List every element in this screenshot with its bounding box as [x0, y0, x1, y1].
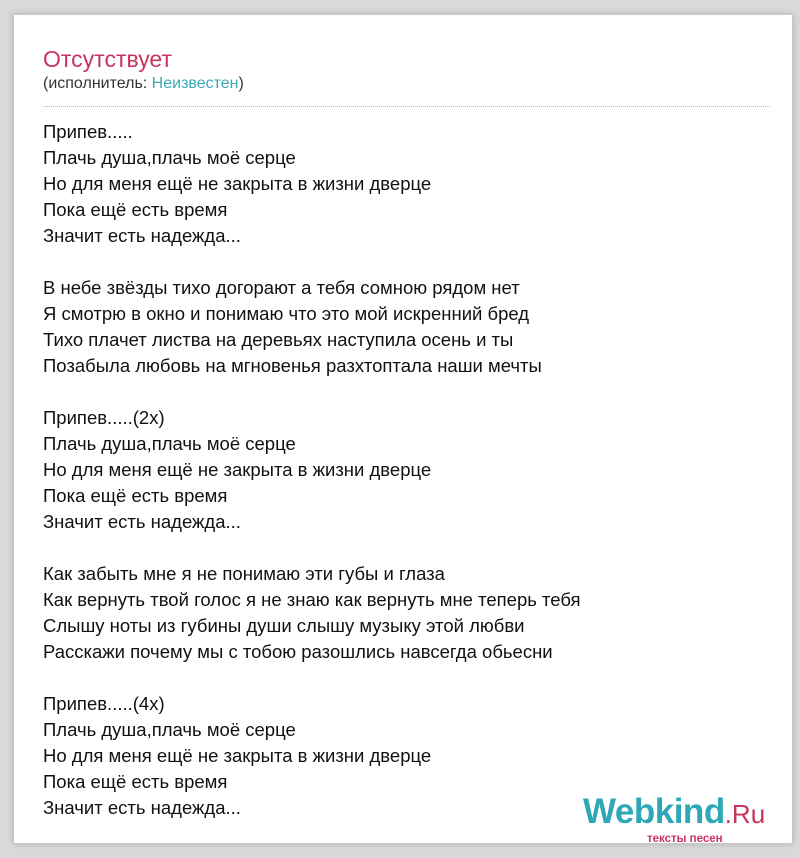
lyric-blank-line [43, 379, 783, 405]
lyric-line: Припев.....(4х) [43, 693, 165, 714]
lyric-line: Я смотрю в окно и понимаю что это мой искренний бред [43, 303, 530, 324]
lyric-line: Но для меня ещё не закрыта в жизни дверце [43, 745, 432, 766]
lyric-line: Плачь душа,плачь моё серце [43, 719, 296, 740]
lyric-line: Тихо плачет листва на деревьях наступила осень и ты [43, 329, 514, 350]
lyric-blank-line [43, 535, 783, 561]
logo-wordmark [583, 792, 765, 834]
artist-prefix: (исполнитель: [43, 75, 152, 92]
lyric-line: Но для меня ещё не закрыта в жизни дверце [43, 173, 432, 194]
webkind-logo[interactable] [583, 792, 793, 852]
lyric-line: Плачь душа,плачь моё серце [43, 147, 296, 168]
lyric-blank-line [43, 665, 783, 691]
lyric-line: Значит есть надежда... [43, 225, 241, 246]
lyric-line: Плачь душа,плачь моё серце [43, 433, 296, 454]
lyric-line: Припев..... [43, 121, 133, 142]
artist-suffix: ) [238, 75, 244, 92]
lyric-line: Расскажи почему мы с тобою разошлись навсегда обьесни [43, 641, 553, 662]
lyric-line: Слышу ноты из губины души слышу музыку этой любви [43, 615, 525, 636]
artist-link[interactable]: Неизвестен [151, 75, 239, 92]
lyric-line: Позабыла любовь на мгновенья разхтоптала наши мечты [43, 355, 542, 376]
lyrics-card [13, 14, 793, 844]
lyric-line: В небе звёзды тихо догорают а тебя сомною рядом нет [43, 277, 520, 298]
title-divider [43, 106, 770, 107]
song-title: Отсутствует [43, 46, 172, 72]
lyric-line: Пока ещё есть время [43, 199, 228, 220]
lyric-blank-line [43, 249, 783, 275]
lyric-line: Значит есть надежда... [43, 797, 241, 818]
lyric-line: Припев.....(2х) [43, 407, 165, 428]
lyric-line: Как вернуть твой голос я не знаю как вернуть мне теперь тебя [43, 589, 581, 610]
logo-main-text: Webkind [583, 792, 725, 831]
logo-tagline: тексты песен [647, 833, 723, 845]
lyric-line: Но для меня ещё не закрыта в жизни дверце [43, 459, 432, 480]
logo-suffix: .Ru [724, 799, 766, 829]
artist-line [43, 74, 244, 94]
lyric-line: Как забыть мне я не понимаю эти губы и глаза [43, 563, 445, 584]
lyrics-text [43, 119, 783, 821]
lyric-line: Пока ещё есть время [43, 485, 228, 506]
lyric-line: Значит есть надежда... [43, 511, 241, 532]
lyric-line: Пока ещё есть время [43, 771, 228, 792]
